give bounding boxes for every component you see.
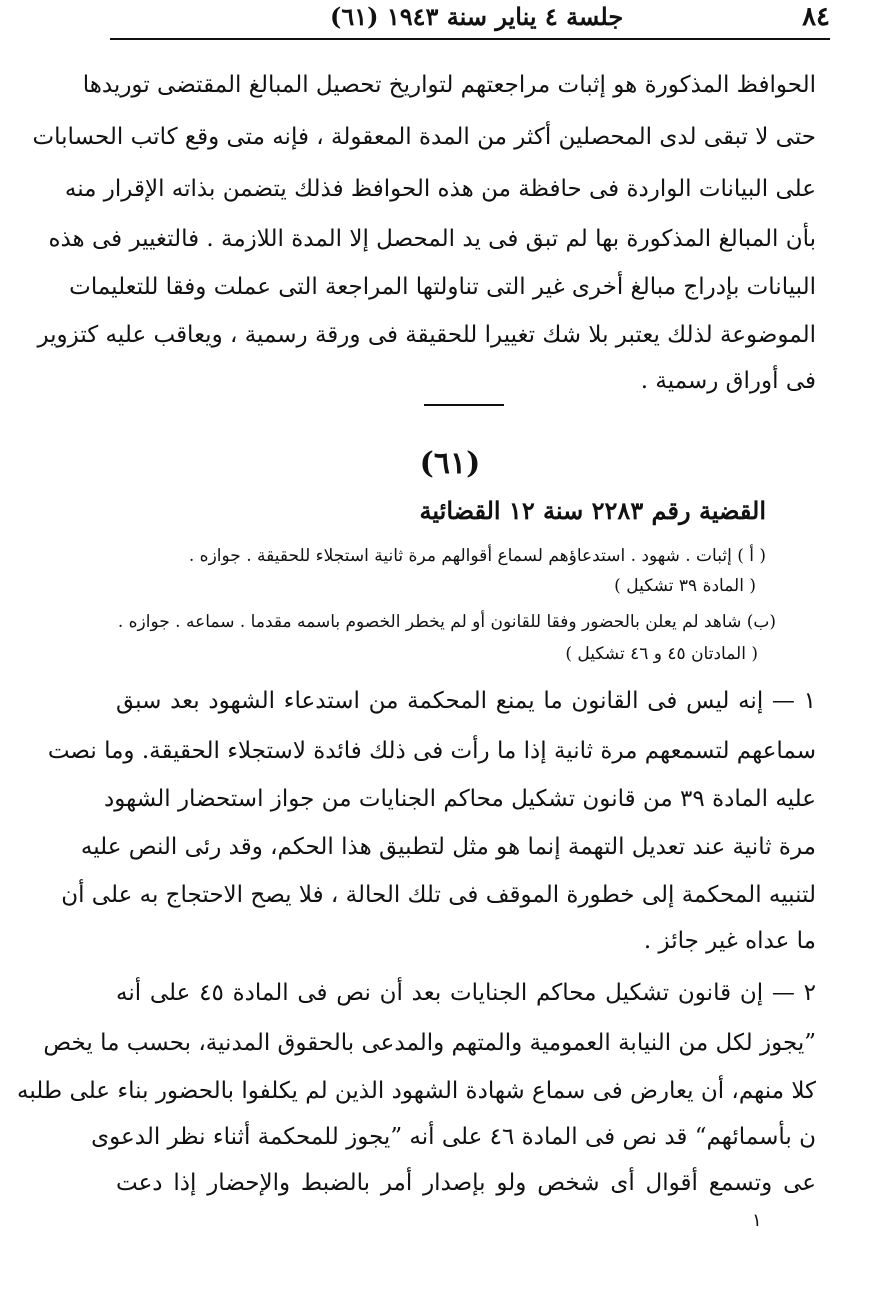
text-line: لتنبيه المحكمة إلى خطورة الموقف فى تلك الحالة ، فلا يصح الاحتجاج به على أن xyxy=(61,882,816,908)
text-line: عليه المادة ٣٩ من قانون تشكيل محاكم الجنايات من جواز استحضار الشهود xyxy=(104,786,816,812)
text-line: على البيانات الواردة فى حافظة من هذه الحوافظ فذلك يتضمن بذاته الإقرار منه xyxy=(64,176,816,202)
section-separator xyxy=(424,404,504,406)
text-line: ٢ — إن قانون تشكيل محاكم الجنايات بعد أن نص فى المادة ٤٥ على أنه xyxy=(116,980,816,1006)
page-number: ٨٤ xyxy=(802,2,830,32)
text-line: عى وتسمع أقوال أى شخص ولو بإصدار أمر بالضبط والإحضار إذا دعت xyxy=(116,1170,816,1196)
text-line: ن بأسمائهم“ قد نص فى المادة ٤٦ على أنه ”يجوز للمحكمة أثناء نظر الدعوى xyxy=(91,1124,816,1150)
text-line: الحوافظ المذكورة هو إثبات مراجعتهم لتواريخ تحصيل المبالغ المقتضى توريدها xyxy=(82,72,816,98)
text-line: ”يجوز لكل من النيابة العمومية والمتهم والمدعى بالحقوق المدنية، بحسب ما يخص xyxy=(43,1030,816,1056)
text-line: بأن المبالغ المذكورة بها لم تبق فى يد المحصل إلا المدة اللازمة . فالتغيير فى هذه xyxy=(48,226,816,252)
text-line: البيانات بإدراج مبالغ أخرى غير التى تناولتها المراجعة التى عملت وفقا للتعليمات xyxy=(69,274,816,300)
text-line: مرة ثانية عند تعديل التهمة إنما هو مثل لتطبيق هذا الحكم، وقد رئى النص عليه xyxy=(80,834,816,860)
text-line: حتى لا تبقى لدى المحصلين أكثر من المدة المعقولة ، فإنه متى وقع كاتب الحسابات xyxy=(32,124,816,150)
headnote-b-reference: ( المادتان ٤٥ و ٤٦ تشكيل ) xyxy=(565,644,758,664)
text-line: ١ — إنه ليس فى القانون ما يمنع المحكمة من استدعاء الشهود بعد سبق xyxy=(116,688,816,714)
footer-mark: ١ xyxy=(752,1210,762,1231)
headnote-a: ( أ ) إثبات . شهود . استدعاؤهم لسماع أقوالهم مرة ثانية استجلاء للحقيقة . جوازه . xyxy=(188,546,766,566)
text-line: ما عداه غير جائز . xyxy=(643,928,816,954)
text-line: سماعهم لتسمعهم مرة ثانية إذا ما رأت فى ذلك فائدة لاستجلاء الحقيقة. وما نصت xyxy=(47,738,816,764)
headnote-b: (ب) شاهد لم يعلن بالحضور وفقا للقانون أو لم يخطر الخصوم باسمه مقدما . سماعه . جوازه . xyxy=(117,612,776,632)
running-head: جلسة ٤ يناير سنة ١٩٤٣ (٦١) xyxy=(330,2,624,31)
case-title: القضية رقم ٢٢٨٣ سنة ١٢ القضائية xyxy=(419,496,766,525)
header-rule xyxy=(110,38,830,40)
headnote-a-reference: ( المادة ٣٩ تشكيل ) xyxy=(614,576,756,596)
text-line: كلا منهم، أن يعارض فى سماع شهادة الشهود الذين لم يكلفوا بالحضور بناء على طلبه xyxy=(17,1078,816,1104)
text-line: الموضوعة لذلك يعتبر بلا شك تغييرا للحقيقة فى ورقة رسمية ، ويعاقب عليه كتزوير xyxy=(37,322,816,348)
case-number: (٦١) xyxy=(419,446,481,481)
page-header xyxy=(0,0,886,40)
text-line: فى أوراق رسمية . xyxy=(640,368,816,394)
